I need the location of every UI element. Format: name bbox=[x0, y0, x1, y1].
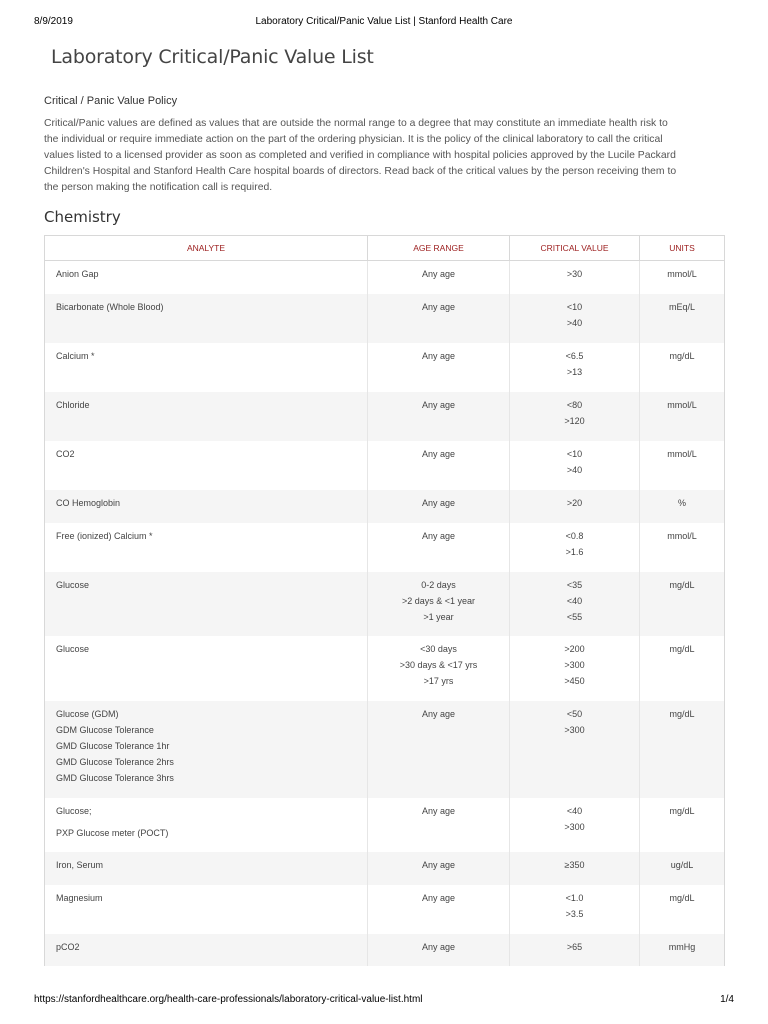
print-header bbox=[34, 16, 734, 30]
critical-value-cell bbox=[510, 294, 640, 343]
age-range-cell bbox=[368, 294, 510, 343]
critical-value-cell-line: <10 bbox=[566, 448, 583, 459]
critical-value-cell bbox=[510, 798, 640, 852]
age-range-cell bbox=[368, 523, 510, 572]
critical-value-cell-line: >1.6 bbox=[565, 546, 584, 557]
print-footer bbox=[34, 994, 734, 1008]
print-doc-title: Laboratory Critical/Panic Value List | Stanford Health Care bbox=[255, 16, 513, 27]
age-range-cell bbox=[368, 392, 510, 441]
analyte-cell-line: Glucose; bbox=[56, 805, 92, 816]
critical-value-cell-line: <80 bbox=[566, 399, 583, 410]
age-range-cell-line: >17 yrs bbox=[423, 675, 454, 686]
critical-value-cell-line: >30 bbox=[566, 269, 583, 279]
units-cell bbox=[640, 798, 725, 852]
page-number: 1/4 bbox=[720, 994, 734, 1005]
age-range-cell-line: 0-2 days bbox=[421, 579, 456, 590]
table-row bbox=[45, 636, 725, 701]
units-cell-line: mmHg bbox=[668, 941, 696, 952]
age-range-cell-line: Any age bbox=[421, 859, 456, 870]
critical-value-cell-line: >450 bbox=[564, 675, 585, 686]
units-cell-line: mg/dL bbox=[669, 350, 695, 361]
units-cell bbox=[640, 852, 725, 885]
analyte-cell bbox=[45, 523, 368, 572]
units-cell bbox=[640, 343, 725, 392]
units-cell-line: mg/dL bbox=[669, 579, 695, 590]
critical-value-cell-line: >300 bbox=[564, 724, 585, 735]
analyte-cell-line: CO Hemoglobin bbox=[56, 497, 121, 508]
table-row bbox=[45, 701, 725, 798]
analyte-cell-line: pCO2 bbox=[56, 941, 80, 952]
analyte-cell bbox=[45, 852, 368, 885]
policy-line: values listed to a licensed provider as soon as completed and verified in compliance with hospital policies approved by the Lucile Packard bbox=[44, 150, 676, 161]
age-range-cell bbox=[368, 343, 510, 392]
table-row bbox=[45, 490, 725, 523]
age-range-cell bbox=[368, 934, 510, 966]
analyte-cell-line: Free (ionized) Calcium * bbox=[56, 530, 153, 541]
critical-value-cell bbox=[510, 636, 640, 701]
age-range-cell-line: Any age bbox=[421, 497, 456, 508]
age-range-cell bbox=[368, 490, 510, 523]
age-range-cell-line: >30 days & <17 yrs bbox=[399, 659, 478, 670]
age-range-cell bbox=[368, 798, 510, 852]
policy-line: the person making the notification call is required. bbox=[44, 182, 273, 193]
analyte-cell-line: Magnesium bbox=[56, 892, 103, 903]
critical-value-cell bbox=[510, 343, 640, 392]
print-date: 8/9/2019 bbox=[34, 16, 73, 27]
units-cell bbox=[640, 523, 725, 572]
analyte-cell bbox=[45, 572, 368, 636]
section-title-chemistry: Chemistry bbox=[44, 208, 121, 226]
units-cell-line: mg/dL bbox=[669, 643, 695, 654]
critical-value-cell bbox=[510, 572, 640, 636]
policy-line: Critical/Panic values are defined as values that are outside the normal range to a degree that may constitute an immediate health risk to bbox=[44, 118, 668, 129]
table-row bbox=[45, 523, 725, 572]
units-cell bbox=[640, 636, 725, 701]
critical-value-cell-line: <1.0 bbox=[565, 892, 584, 903]
critical-value-cell-line: ≥350 bbox=[564, 859, 585, 870]
column-header-age-range: AGE RANGE bbox=[368, 236, 510, 261]
age-range-cell-line: >2 days & <1 year bbox=[401, 595, 476, 606]
units-cell-line: mmol/L bbox=[667, 399, 697, 410]
age-range-cell-line: >1 year bbox=[423, 611, 454, 622]
units-cell-line: mg/dL bbox=[669, 805, 695, 816]
table-body bbox=[45, 261, 725, 966]
critical-value-cell-line: >300 bbox=[564, 659, 585, 670]
age-range-cell-line: Any age bbox=[421, 448, 456, 459]
age-range-cell-line: Any age bbox=[421, 350, 456, 361]
critical-value-cell bbox=[510, 392, 640, 441]
critical-value-cell-line: >40 bbox=[566, 317, 583, 328]
critical-value-cell-line: <0.8 bbox=[565, 530, 584, 541]
critical-value-cell-line: <50 bbox=[566, 708, 583, 719]
critical-value-cell-line: <40 bbox=[566, 805, 583, 816]
policy-line: Children's Hospital and Stanford Health Care hospital boards of directors. Read back of the critical values by the person receiving them to bbox=[44, 166, 677, 177]
critical-value-cell-line: >40 bbox=[566, 464, 583, 475]
units-cell-line: mmol/L bbox=[667, 530, 697, 541]
table-row bbox=[45, 441, 725, 490]
policy-text bbox=[44, 116, 724, 196]
age-range-cell-line: Any age bbox=[421, 708, 456, 719]
units-cell bbox=[640, 701, 725, 798]
analyte-cell bbox=[45, 798, 368, 852]
critical-value-cell-line: >200 bbox=[564, 643, 585, 654]
units-cell-line: ug/dL bbox=[670, 859, 694, 870]
critical-value-cell-line: >13 bbox=[566, 366, 583, 377]
units-cell-line: mEq/L bbox=[668, 301, 695, 312]
table-row bbox=[45, 934, 725, 966]
analyte-cell bbox=[45, 885, 368, 934]
analyte-cell bbox=[45, 636, 368, 701]
age-range-cell-line: <30 days bbox=[420, 643, 457, 654]
column-header-critical-value: CRITICAL VALUE bbox=[510, 236, 640, 261]
units-cell-line: % bbox=[677, 497, 686, 508]
analyte-cell-line: Glucose (GDM) bbox=[56, 708, 119, 719]
critical-value-cell bbox=[510, 885, 640, 934]
age-range-cell bbox=[368, 261, 510, 294]
critical-value-cell bbox=[510, 701, 640, 798]
analyte-cell bbox=[45, 294, 368, 343]
analyte-cell-line: GMD Glucose Tolerance 3hrs bbox=[56, 772, 174, 783]
critical-value-cell-line: <55 bbox=[566, 611, 583, 622]
analyte-cell-line: Glucose bbox=[56, 643, 90, 654]
units-cell bbox=[640, 934, 725, 966]
units-cell-line: mg/dL bbox=[669, 708, 695, 719]
age-range-cell-line: Any age bbox=[421, 399, 456, 410]
critical-value-cell bbox=[510, 934, 640, 966]
analyte-cell-line: Calcium * bbox=[56, 350, 95, 361]
analyte-cell bbox=[45, 441, 368, 490]
units-cell-line: mmol/L bbox=[667, 269, 697, 279]
analyte-cell-line: Chloride bbox=[56, 399, 90, 410]
critical-value-cell-line: <35 bbox=[566, 579, 583, 590]
critical-value-cell-line: <40 bbox=[566, 595, 583, 606]
critical-value-cell bbox=[510, 261, 640, 294]
page-title: Laboratory Critical/Panic Value List bbox=[51, 46, 374, 68]
units-cell-line: mg/dL bbox=[669, 892, 695, 903]
age-range-cell bbox=[368, 441, 510, 490]
column-header-units: UNITS bbox=[640, 236, 725, 261]
analyte-cell-line: Bicarbonate (Whole Blood) bbox=[56, 301, 164, 312]
age-range-cell bbox=[368, 572, 510, 636]
table-row bbox=[45, 392, 725, 441]
analyte-cell bbox=[45, 934, 368, 966]
units-cell-line: mmol/L bbox=[667, 448, 697, 459]
age-range-cell bbox=[368, 885, 510, 934]
units-cell bbox=[640, 441, 725, 490]
analyte-cell-line: GMD Glucose Tolerance 1hr bbox=[56, 740, 170, 751]
units-cell bbox=[640, 490, 725, 523]
age-range-cell-line: Any age bbox=[421, 941, 456, 952]
analyte-cell-line: Iron, Serum bbox=[56, 859, 104, 870]
critical-value-cell bbox=[510, 490, 640, 523]
critical-value-cell bbox=[510, 852, 640, 885]
analyte-cell bbox=[45, 261, 368, 294]
age-range-cell-line: Any age bbox=[421, 530, 456, 541]
critical-value-cell-line: >3.5 bbox=[565, 908, 584, 919]
table-row bbox=[45, 343, 725, 392]
chemistry-table bbox=[44, 235, 725, 966]
analyte-cell-line: GDM Glucose Tolerance bbox=[56, 724, 154, 735]
policy-title: Critical / Panic Value Policy bbox=[44, 95, 178, 107]
critical-value-cell-line: <10 bbox=[566, 301, 583, 312]
column-header-analyte: ANALYTE bbox=[45, 236, 368, 261]
age-range-cell-line: Any age bbox=[421, 805, 456, 816]
age-range-cell-line: Any age bbox=[421, 892, 456, 903]
print-url: https://stanfordhealthcare.org/health-care-professionals/laboratory-critical-value-list.html bbox=[34, 994, 423, 1005]
age-range-cell bbox=[368, 701, 510, 798]
analyte-cell bbox=[45, 392, 368, 441]
analyte-cell-line: CO2 bbox=[56, 448, 75, 459]
critical-value-cell-line: <6.5 bbox=[565, 350, 584, 361]
units-cell bbox=[640, 294, 725, 343]
units-cell bbox=[640, 885, 725, 934]
analyte-cell bbox=[45, 701, 368, 798]
table-row bbox=[45, 261, 725, 294]
age-range-cell bbox=[368, 636, 510, 701]
analyte-cell bbox=[45, 343, 368, 392]
age-range-cell-line: Any age bbox=[421, 301, 456, 312]
critical-value-cell bbox=[510, 523, 640, 572]
analyte-cell-line: Anion Gap bbox=[56, 269, 99, 279]
table-row bbox=[45, 798, 725, 852]
age-range-cell-line: Any age bbox=[421, 269, 456, 279]
analyte-cell-line: PXP Glucose meter (POCT) bbox=[56, 827, 169, 838]
table-row bbox=[45, 885, 725, 934]
units-cell bbox=[640, 392, 725, 441]
table-header-row bbox=[45, 236, 725, 261]
policy-line: the individual or require immediate action on the part of the ordering physician. It is the policy of the clinical laboratory to call the critical bbox=[44, 134, 663, 145]
critical-value-cell bbox=[510, 441, 640, 490]
table-row bbox=[45, 852, 725, 885]
units-cell bbox=[640, 261, 725, 294]
units-cell bbox=[640, 572, 725, 636]
critical-value-cell-line: >300 bbox=[564, 821, 585, 832]
critical-value-cell-line: >20 bbox=[566, 497, 583, 508]
age-range-cell bbox=[368, 852, 510, 885]
analyte-cell-line: GMD Glucose Tolerance 2hrs bbox=[56, 756, 174, 767]
table-row bbox=[45, 572, 725, 636]
analyte-cell-line: Glucose bbox=[56, 579, 90, 590]
analyte-cell bbox=[45, 490, 368, 523]
table-row bbox=[45, 294, 725, 343]
critical-value-cell-line: >65 bbox=[566, 941, 583, 952]
critical-value-cell-line: >120 bbox=[564, 415, 585, 426]
